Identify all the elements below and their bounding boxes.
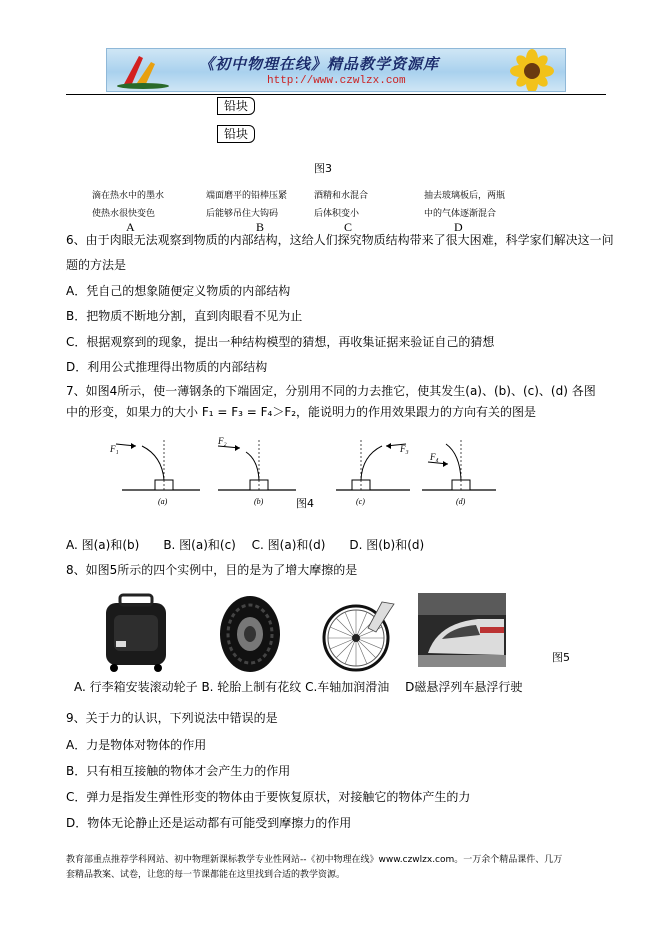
fig3-item-a-line1: 滴在热水中的墨水	[92, 191, 165, 201]
logo-icon	[113, 52, 183, 90]
q9-stem: 9、关于力的认识，下列说法中错误的是	[66, 711, 278, 725]
q7-stem-line2: 中的形变，如果力的大小 F₁ = F₃ = F₄＞F₂，能说明力的作用效果跟力的方向有关的图是	[66, 405, 537, 419]
fig4-caption: 图4	[296, 497, 314, 510]
fig4-panel-a	[109, 438, 200, 506]
q8-stem: 8、如图5所示的四个实例中，目的是为了增大摩擦的是	[66, 563, 358, 577]
banner-title: 《初中物理在线》精品教学资源库	[199, 55, 440, 73]
bicycle-wheel-image	[312, 598, 406, 674]
q6-option-c: C．根据观察到的现象，提出一种结构模型的猜想，再收集证据来验证自己的猜想	[66, 335, 495, 349]
fig4-panel-c	[336, 438, 410, 506]
fig4-force-a: F₁	[110, 444, 119, 454]
fig3-item-a-line2: 使热水很快变色	[92, 209, 156, 219]
fig3-letter-d: D	[454, 220, 463, 234]
fig5-caption: 图5	[552, 651, 570, 664]
fig4-force-b: F₂	[218, 436, 227, 446]
fig3-item-b-line2: 后能够吊住大钩码	[206, 209, 279, 219]
fig3-item-d-line1: 抽去玻璃板后，两瓶	[424, 191, 506, 201]
fig4-label-d: (d)	[456, 497, 466, 506]
fig3-letter-b: B	[256, 220, 265, 234]
q8-options: A. 行李箱安装滚动轮子 B. 轮胎上制有花纹 C.车轴加润滑油 D磁悬浮列车悬浮行驶	[74, 680, 523, 694]
q9-option-d: D．物体无论静止还是运动都有可能受到摩擦力的作用	[66, 816, 352, 830]
header-rule	[66, 94, 606, 95]
q6-stem-line2: 题的方法是	[66, 258, 127, 272]
fig3-letter-c: C	[344, 220, 353, 234]
fig3-item-c-line1: 酒精和水混合	[314, 191, 369, 201]
tire-image	[210, 593, 290, 675]
q9-option-b: B．只有相互接触的物体才会产生力的作用	[66, 764, 291, 778]
fig3-item-c-line2: 后体积变小	[314, 209, 360, 219]
q9-option-c: C．弹力是指发生弹性形变的物体由于要恢复原状，对接触它的物体产生的力	[66, 790, 471, 804]
q6-option-b: B．把物质不断地分割，直到肉眼看不见为止	[66, 309, 303, 323]
header-banner	[106, 48, 566, 92]
fig4-panel-b	[217, 436, 296, 506]
luggage-image	[100, 593, 172, 673]
fig4-panel-d	[422, 438, 496, 506]
fig4-label-a: (a)	[158, 497, 168, 506]
footer-line2: 套精品教案、试卷，让您的每一节课都能在这里找到合适的教学资源。	[66, 870, 346, 880]
fig4-force-d: F₄	[430, 452, 439, 462]
fig3-item-d-line2: 中的气体逐渐混合	[424, 209, 497, 219]
footer-line1: 教育部重点推荐学科网站、初中物理新课标教学专业性网站--《初中物理在线》www.czwlzx.com。一万余个精品课件、几万	[66, 855, 563, 865]
sunflower-icon	[499, 49, 565, 92]
maglev-train-image	[418, 593, 506, 667]
fig3-caption: 图3	[314, 162, 332, 175]
q6-stem-line1: 6、由于肉眼无法观察到物质的内部结构，这给人们探究物质结构带来了很大困难，科学家们解决这一问	[66, 233, 614, 247]
fig4-label-b: (b)	[254, 497, 264, 506]
q7-options: A. 图(a)和(b) B. 图(a)和(c) C. 图(a)和(d) D. 图(b)和(d)	[66, 538, 425, 552]
q6-option-d: D．利用公式推理得出物质的内部结构	[66, 360, 268, 374]
lead-block-top: 铅块	[217, 97, 255, 115]
footer	[66, 853, 626, 883]
q9-option-a: A．力是物体对物体的作用	[66, 738, 207, 752]
q7-stem-line1: 7、如图4所示，使一薄钢条的下端固定，分别用不同的力去推它，使其发生(a)、(b)、(c)、(d) 各图	[66, 384, 596, 398]
fig4-label-c: (c)	[356, 497, 365, 506]
q6-option-a: A．凭自己的想象随便定义物质的内部结构	[66, 284, 291, 298]
lead-block-bottom: 铅块	[217, 125, 255, 143]
fig3-item-b-line1: 端面磨平的铅棒压紧	[206, 191, 288, 201]
fig4-force-c: F₃	[400, 444, 409, 454]
fig3-letter-a: A	[126, 220, 135, 234]
banner-url: http://www.czwlzx.com	[267, 75, 406, 87]
